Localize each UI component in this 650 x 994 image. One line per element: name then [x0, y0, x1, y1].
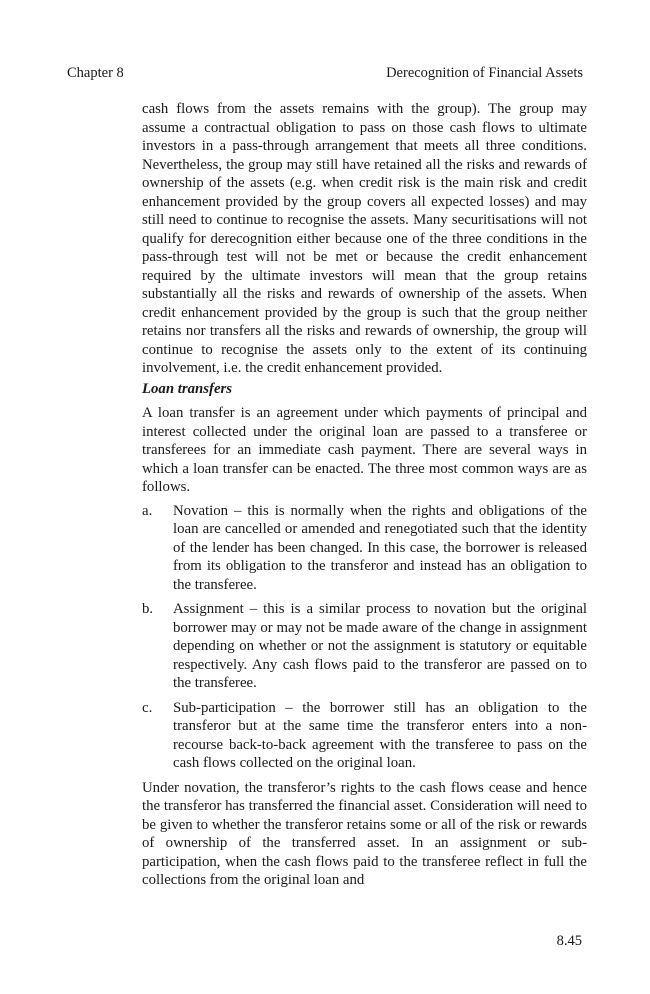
- page-header: [67, 63, 583, 83]
- body-paragraph: cash flows from the assets remains with the group). The group may assume a contractual obligation to pass on those cash flows to ultimate investors in a pass-through arrangement that meets all three conditions. Nevertheless, the group may still have retained all the risks and rewards of ownership of the assets (e.g. when credit risk is the main risk and credit enhancement provided by the group covers all expected losses) and may still need to continue to recognise the assets. Many securitisations will not qualify for derecognition either because one of the three conditions in the pass-through test will not be met or because the credit enhancement required by the ultimate investors will mean that the group retains substantially all the risks and rewards of ownership of the assets. When credit enhancement provided by the group is such that the group neither retains nor transfers all the risks and rewards of ownership, the group will continue to recognise the assets only to the extent of its continuing involvement, i.e. the credit enhancement provided.: [142, 101, 587, 376]
- list-marker: a.: [142, 502, 153, 519]
- page-number: 8.45: [556, 933, 582, 949]
- numbered-list: [142, 502, 587, 773]
- body-paragraph: Under novation, the transferor’s rights to the cash flows cease and hence the transferor has transferred the financial asset. Consideration will need to be given to whether the transferor retains some or all of the risk or rewards of ownership of the transferred asset. In an assignment or sub-participation, when the cash flows paid to the transferee reflect in full the collections from the original loan and: [142, 779, 587, 888]
- list-item-text: Novation – this is normally when the rights and obligations of the loan are cancelled or amended and renegotiated such that the identity of the lender has been changed. In this case, the borrower is released from its obligation to the transferor and instead has an obligation to the transferee.: [173, 502, 587, 593]
- page-body: [142, 100, 587, 890]
- list-item-text: Assignment – this is a similar process to novation but the original borrower may or may not be made aware of the change in assignment depending on whether or not the assignment is statutory or equitable respectively. Any cash flows paid to the transferor are passed on to the transferee.: [173, 601, 587, 691]
- list-item: [142, 699, 587, 773]
- body-paragraph: A loan transfer is an agreement under which payments of principal and interest collected under the original loan are passed to a transferee or transferees for an immediate cash payment. There are several ways in which a loan transfer can be enacted. The three most common ways are as follows.: [142, 405, 587, 495]
- section-heading: Loan transfers: [142, 380, 233, 397]
- list-marker: c.: [142, 699, 153, 716]
- section-title: Derecognition of Financial Assets: [386, 65, 583, 81]
- list-item: [142, 502, 587, 595]
- list-item: [142, 600, 587, 693]
- list-item-text: Sub-participation – the borrower still has an obligation to the transferor but at the same time the transferor enters into a non-recourse back-to-back agreement with the transferee to pass on the cash flows collected on the original loan.: [173, 699, 587, 771]
- chapter-label: Chapter 8: [67, 65, 124, 81]
- list-marker: b.: [142, 601, 154, 617]
